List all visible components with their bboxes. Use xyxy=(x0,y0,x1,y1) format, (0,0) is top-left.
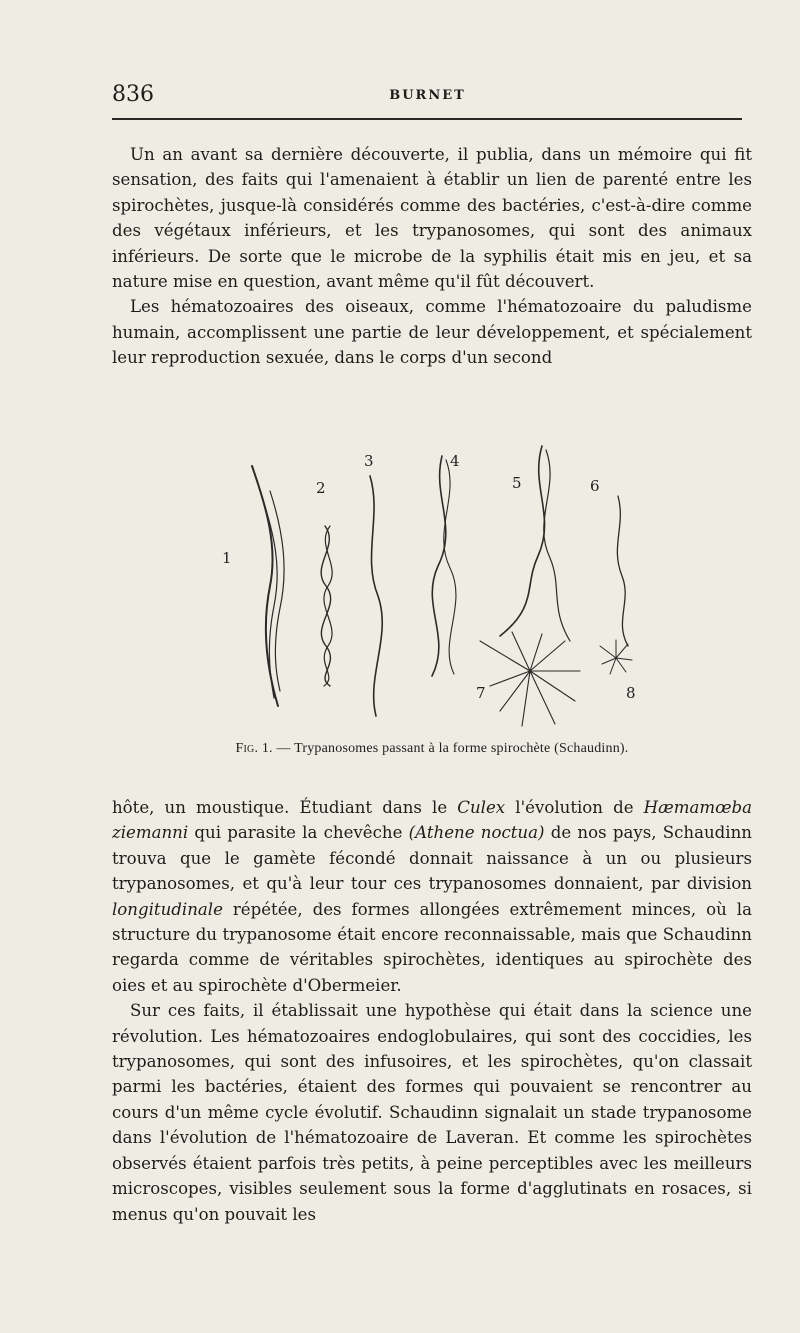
running-head: BURNET xyxy=(389,88,466,103)
p3-italic-haemamoeba: Hæmamœba ziemanni xyxy=(112,798,753,843)
p3-text-1: hôte, un moustique. Étudiant dans le xyxy=(112,798,458,817)
figure-trypanosomes xyxy=(170,436,730,736)
organism-1-body xyxy=(262,491,284,698)
figure-caption xyxy=(112,741,752,757)
caption-text: — Trypanosomes passant à la forme spirochète (Schaudinn). xyxy=(272,741,629,756)
fig-label-7: 7 xyxy=(476,684,486,702)
p3-text-3: qui parasite la chevêche xyxy=(188,823,409,843)
paragraph-1: Un an avant sa dernière découverte, il publia, dans un mémoire qui fit sensation, des faits qui l'amenaient à établir un lien de parenté entre les spirochètes, jusque-là considérés comme des bactéries, c'est-à-dire comme des végétaux inférieurs, et les trypanosomes, qui sont des animaux inférieurs. De sorte que le microbe de la syphilis était mis en jeu, et sa nature mise en question, avant même qu'il fût découvert. xyxy=(112,145,752,292)
p3-italic-culex: Culex xyxy=(457,798,506,817)
p3-text-4: de nos pays, Schaudinn trouva que le gamète fécondé donnait naissance à un ou plusieurs trypanosomes, et qu'à leur tour ces trypanosomes donnaient, par division xyxy=(112,823,752,894)
paragraph-3 xyxy=(112,795,752,998)
paragraph-4: Sur ces faits, il établissait une hypothèse qui était dans la science une révolution. Les hématozoaires endoglobulaires, qui sont des coccidies, les trypanosomes, qui sont des infusoires, et les spirochètes, qu'on classait parmi les bactéries, étaient des formes qui pouvaient se rencontrer au cours d'un même cycle évolutif. Schaudinn signalait un stade trypanosome dans l'évolution de l'hématozoaire de Laveran. Et comme les spirochètes observés étaient parfois très petits, à peine perceptibles avec les meilleurs microscopes, visibles seulement sous la forme d'agglutinats en rosaces, si menus qu'on pouvait les xyxy=(112,1001,752,1224)
fig-label-6: 6 xyxy=(590,477,600,495)
fig-label-3: 3 xyxy=(364,452,374,470)
organism-3 xyxy=(370,476,382,716)
fig-label-8: 8 xyxy=(626,684,636,702)
fig-label-1: 1 xyxy=(222,549,232,567)
p3-text-2: l'évolution de xyxy=(505,798,644,817)
organism-1 xyxy=(252,466,278,706)
organism-2 xyxy=(321,526,330,686)
paragraph-2: Les hématozoaires des oiseaux, comme l'hématozoaire du paludisme humain, accomplissent une partie de leur développement, et spécialement leur reproduction sexuée, dans le corps d'un second xyxy=(112,297,752,368)
fig-label-2: 2 xyxy=(316,479,326,497)
page-number: 836 xyxy=(112,82,154,107)
header-rule xyxy=(112,118,742,120)
p3-italic-longitudinale: longitudinale xyxy=(112,899,223,919)
organism-5 xyxy=(500,446,545,636)
text-block-bottom xyxy=(112,795,752,1227)
organism-4 xyxy=(432,456,446,676)
fig-label-5: 5 xyxy=(512,474,522,492)
caption-figure-number: Fig. 1. xyxy=(235,741,273,756)
organism-7-rosette xyxy=(480,632,580,726)
p3-italic-athene: (Athene noctua) xyxy=(408,823,545,843)
p3-text-5: répétée, des formes allongées extrêmement minces, où la structure du trypanosome était encore reconnaissable, mais que Schaudinn regarda comme de véritables spirochètes, identiques au spirochète des oies et au spirochète d'Obermeier. xyxy=(112,899,752,995)
text-block-top xyxy=(112,142,752,371)
organism-6 xyxy=(617,496,628,646)
fig-label-4: 4 xyxy=(450,452,460,470)
organism-8-rosette xyxy=(600,640,632,674)
figure-drawing xyxy=(170,436,730,736)
